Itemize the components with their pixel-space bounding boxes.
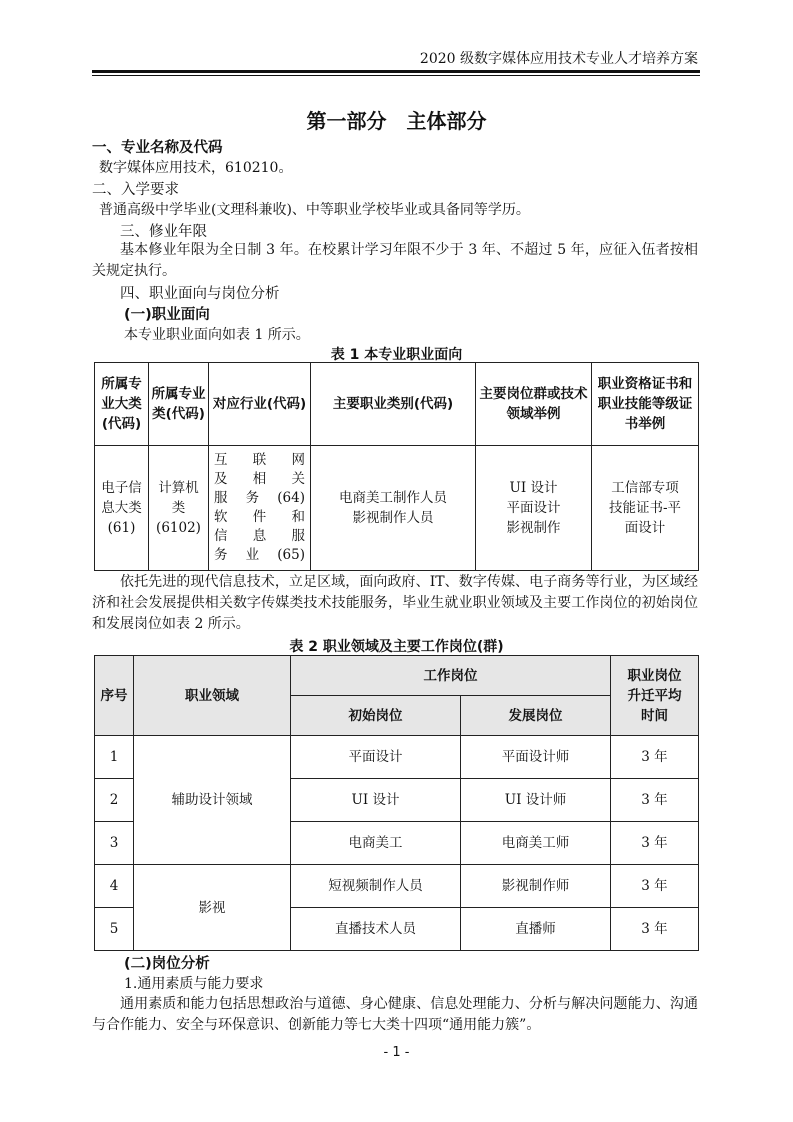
cell-development: 电商美工师 xyxy=(461,822,611,865)
page-number: - 1 - xyxy=(383,1045,410,1060)
section-3-text: 基本修业年限为全日制 3 年。在校累计学习年限不少于 3 年、不超过 5 年，应征入伍者按相关规定执行。 xyxy=(92,242,698,279)
subsection-2-item-1: 1.通用素质与能力要求 xyxy=(124,976,264,992)
table-1-header-row xyxy=(95,363,699,446)
cell-certificates: 工信部专项 技能证书-平 面设计 xyxy=(592,446,699,571)
cell-domain: 辅助设计领域 xyxy=(134,736,291,865)
cell-industry: 互 联 网 及 相 关 服务(64) 软 件 和 信 息 服 务业(65) xyxy=(209,446,311,571)
cell-seq: 5 xyxy=(95,908,134,951)
section-2-text: 普通高级中学毕业(文理科兼收)、中等职业学校毕业或具备同等学历。 xyxy=(99,202,530,218)
cell-positions: UI 设计 平面设计 影视制作 xyxy=(476,446,592,571)
table-row xyxy=(95,736,699,779)
cell-development: UI 设计师 xyxy=(461,779,611,822)
subsection-1-title: (一)职业面向 xyxy=(124,307,210,323)
table-row xyxy=(95,446,699,571)
cell-time: 3 年 xyxy=(611,865,699,908)
cell-development: 影视制作师 xyxy=(461,865,611,908)
running-header: 2020 级数字媒体应用技术专业人才培养方案 xyxy=(419,51,698,67)
cell-initial: 平面设计 xyxy=(291,736,461,779)
cell-initial: UI 设计 xyxy=(291,779,461,822)
table-2-intro: 依托先进的现代信息技术，立足区域，面向政府、IT、数字传媒、电子商务等行业，为区域经济和社会发展提供相关数字传媒类技术技能服务，毕业生就业职业领域及主要工作岗位的初始岗位和发展岗位如表 2 所示。 xyxy=(92,574,698,632)
cell-time: 3 年 xyxy=(611,736,699,779)
header-major-class: 所属专业类(代码) xyxy=(149,363,209,446)
header-work-positions: 工作岗位 xyxy=(291,656,611,696)
cell-initial: 短视频制作人员 xyxy=(291,865,461,908)
section-1-text: 数字媒体应用技术，610210。 xyxy=(99,160,293,176)
table-2-caption: 表 2 职业领域及主要工作岗位(群) xyxy=(289,639,504,655)
subsection-2-text: 通用素质和能力包括思想政治与道德、身心健康、信息处理能力、分析与解决问题能力、沟通与合作能力、安全与环保意识、创新能力等七大类十四项“通用能力簇”。 xyxy=(92,996,698,1033)
header-industry: 对应行业(代码) xyxy=(209,363,311,446)
cell-major-class: 计算机 类 (6102) xyxy=(149,446,209,571)
header-promotion-time: 职业岗位升迁平均时间 xyxy=(611,656,699,736)
header-occupation-category: 主要职业类别(代码) xyxy=(311,363,476,446)
header-development-position: 发展岗位 xyxy=(461,696,611,736)
cell-seq: 1 xyxy=(95,736,134,779)
table-row xyxy=(95,865,699,908)
part-title: 第一部分 主体部分 xyxy=(306,109,487,133)
cell-initial: 电商美工 xyxy=(291,822,461,865)
subsection-1-text: 本专业职业面向如表 1 所示。 xyxy=(124,327,310,343)
header-rule-thick xyxy=(92,70,700,73)
section-1-title: 一、专业名称及代码 xyxy=(92,140,223,156)
header-rule-thin xyxy=(92,75,700,76)
cell-initial: 直播技术人员 xyxy=(291,908,461,951)
table-1-caption: 表 1 本专业职业面向 xyxy=(330,347,463,363)
header-position-group: 主要岗位群或技术领域举例 xyxy=(476,363,592,446)
section-2-title: 二、入学要求 xyxy=(92,182,179,198)
header-initial-position: 初始岗位 xyxy=(291,696,461,736)
cell-time: 3 年 xyxy=(611,822,699,865)
cell-major-category: 电子信 息大类 (61) xyxy=(95,446,149,571)
cell-time: 3 年 xyxy=(611,779,699,822)
cell-seq: 2 xyxy=(95,779,134,822)
header-domain: 职业领域 xyxy=(134,656,291,736)
table-2-header-row-1 xyxy=(95,656,699,696)
table-career-positions xyxy=(94,655,699,951)
header-seq: 序号 xyxy=(95,656,134,736)
cell-development: 直播师 xyxy=(461,908,611,951)
section-3-title: 三、修业年限 xyxy=(120,224,207,240)
cell-time: 3 年 xyxy=(611,908,699,951)
cell-seq: 4 xyxy=(95,865,134,908)
subsection-2-title: (二)岗位分析 xyxy=(124,956,210,972)
section-4-title: 四、职业面向与岗位分析 xyxy=(120,286,280,302)
header-major-category: 所属专业大类(代码) xyxy=(95,363,149,446)
cell-occupations: 电商美工制作人员 影视制作人员 xyxy=(311,446,476,571)
cell-seq: 3 xyxy=(95,822,134,865)
cell-domain: 影视 xyxy=(134,865,291,951)
cell-development: 平面设计师 xyxy=(461,736,611,779)
header-certificates: 职业资格证书和职业技能等级证书举例 xyxy=(592,363,699,446)
table-occupation-orientation xyxy=(94,362,699,571)
